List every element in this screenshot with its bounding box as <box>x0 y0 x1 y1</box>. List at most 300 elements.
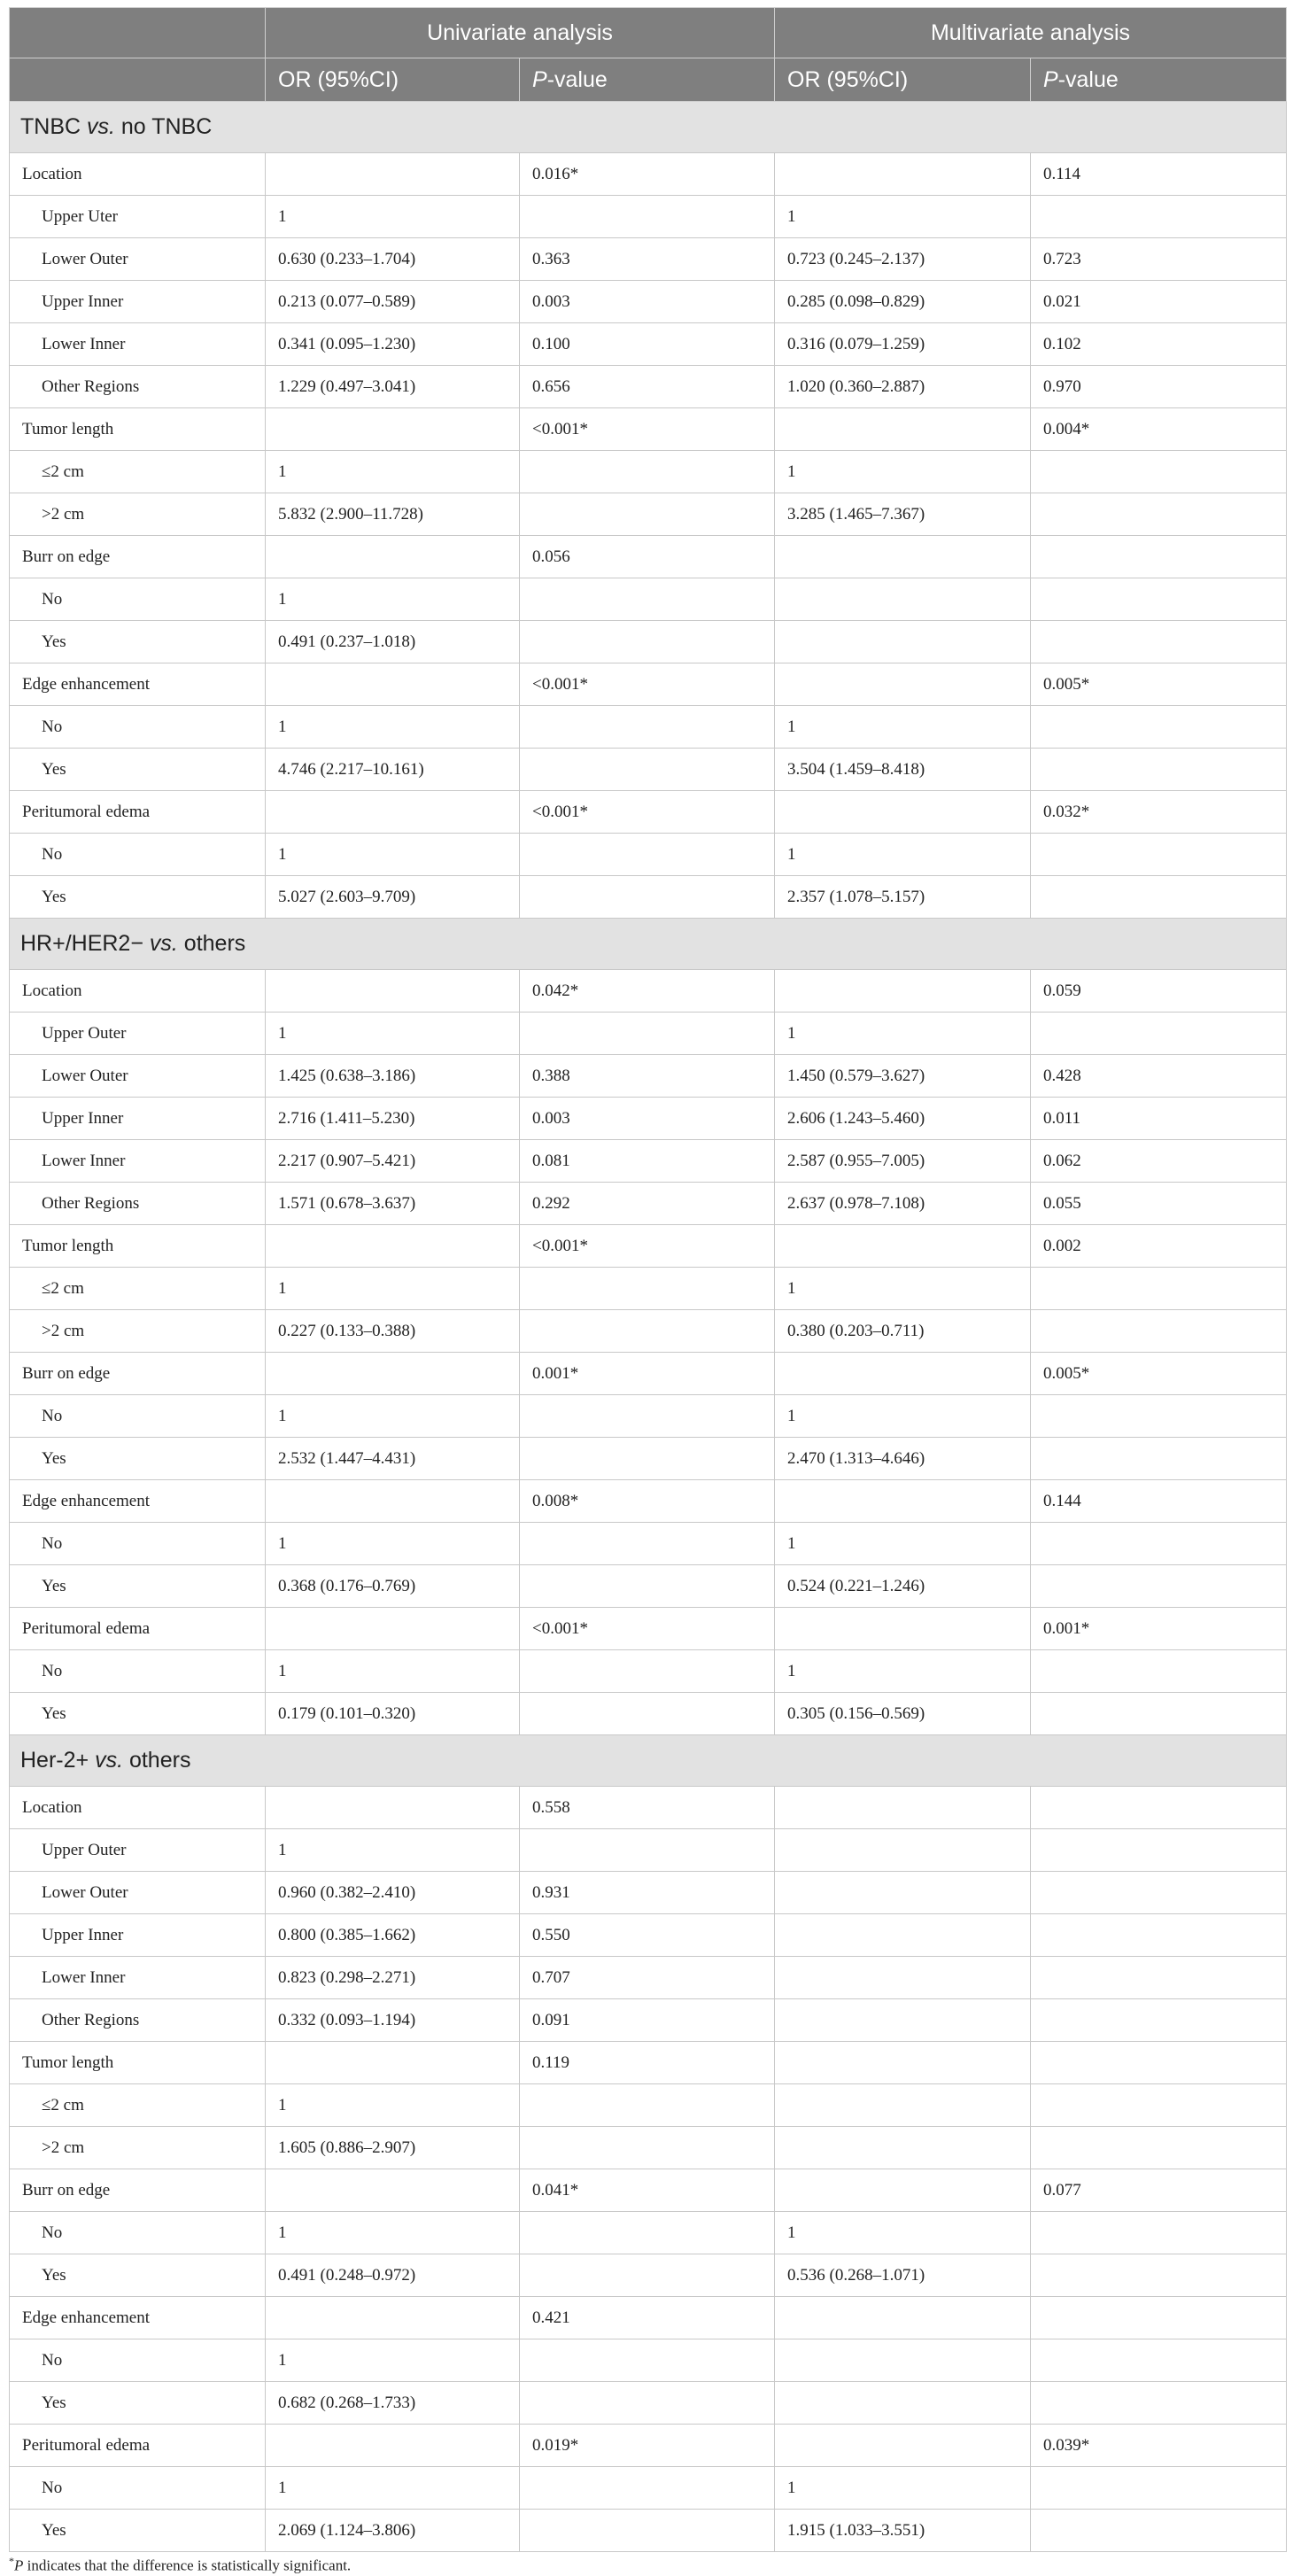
univariate-or-cell <box>266 2425 520 2467</box>
univariate-or-cell: 1 <box>266 1650 520 1693</box>
variable-cell: No <box>10 706 266 749</box>
table-row <box>10 536 1287 578</box>
multivariate-p-cell <box>1031 1872 1287 1914</box>
variable-cell: Burr on edge <box>10 1353 266 1395</box>
univariate-p-cell: 0.041* <box>520 2169 775 2212</box>
univariate-p-cell <box>520 1013 775 1055</box>
header-multivariate-p <box>1031 58 1287 102</box>
univariate-or-cell: 1 <box>266 196 520 238</box>
variable-cell: Location <box>10 153 266 196</box>
univariate-p-cell <box>520 2254 775 2297</box>
multivariate-p-cell: 0.001* <box>1031 1608 1287 1650</box>
variable-cell: Yes <box>10 749 266 791</box>
variable-cell: Yes <box>10 621 266 663</box>
variable-cell: Yes <box>10 1438 266 1480</box>
table-row <box>10 621 1287 663</box>
multivariate-or-cell <box>775 408 1031 451</box>
table-row <box>10 1268 1287 1310</box>
multivariate-p-cell <box>1031 2297 1287 2339</box>
univariate-p-cell <box>520 1438 775 1480</box>
univariate-p-cell <box>520 1268 775 1310</box>
variable-cell: No <box>10 2212 266 2254</box>
multivariate-p-cell <box>1031 493 1287 536</box>
univariate-or-cell: 0.491 (0.248–0.972) <box>266 2254 520 2297</box>
logistic-regression-table <box>9 7 1287 2552</box>
multivariate-or-cell <box>775 1914 1031 1957</box>
univariate-or-cell <box>266 1480 520 1523</box>
univariate-or-cell: 5.832 (2.900–11.728) <box>266 493 520 536</box>
univariate-or-cell: 1 <box>266 1268 520 1310</box>
univariate-p-cell: 0.292 <box>520 1183 775 1225</box>
table-row <box>10 2212 1287 2254</box>
univariate-p-cell <box>520 2127 775 2169</box>
univariate-p-cell <box>520 1310 775 1353</box>
multivariate-p-cell <box>1031 2510 1287 2552</box>
multivariate-p-cell <box>1031 1999 1287 2042</box>
variable-cell: Tumor length <box>10 408 266 451</box>
header-row-columns <box>10 58 1287 102</box>
univariate-p-cell: 0.008* <box>520 1480 775 1523</box>
multivariate-or-cell: 1 <box>775 706 1031 749</box>
univariate-or-cell: 4.746 (2.217–10.161) <box>266 749 520 791</box>
table-row <box>10 1225 1287 1268</box>
multivariate-or-cell <box>775 1480 1031 1523</box>
header-multivariate: Multivariate analysis <box>775 8 1287 58</box>
univariate-or-cell: 0.800 (0.385–1.662) <box>266 1914 520 1957</box>
univariate-p-cell: <0.001* <box>520 408 775 451</box>
univariate-or-cell: 2.217 (0.907–5.421) <box>266 1140 520 1183</box>
table-row <box>10 578 1287 621</box>
table-row <box>10 2254 1287 2297</box>
table-row <box>10 1787 1287 1829</box>
univariate-p-cell: 0.363 <box>520 238 775 281</box>
multivariate-p-cell <box>1031 1787 1287 1829</box>
multivariate-or-cell <box>775 153 1031 196</box>
multivariate-or-cell: 1.450 (0.579–3.627) <box>775 1055 1031 1098</box>
multivariate-or-cell <box>775 1608 1031 1650</box>
section-title-part: vs. <box>87 114 115 139</box>
multivariate-p-cell: 0.114 <box>1031 153 1287 196</box>
univariate-or-cell <box>266 153 520 196</box>
multivariate-p-cell <box>1031 1914 1287 1957</box>
section-title-part: HR+/HER2− <box>20 931 150 956</box>
multivariate-or-cell <box>775 2425 1031 2467</box>
univariate-or-cell: 1.229 (0.497–3.041) <box>266 366 520 408</box>
multivariate-or-cell: 0.723 (0.245–2.137) <box>775 238 1031 281</box>
table-row <box>10 2339 1287 2382</box>
variable-cell: No <box>10 1523 266 1565</box>
table-row <box>10 706 1287 749</box>
table-row <box>10 1013 1287 1055</box>
variable-cell: No <box>10 578 266 621</box>
univariate-p-cell <box>520 2510 775 2552</box>
header-row-groups <box>10 8 1287 58</box>
variable-cell: Yes <box>10 2254 266 2297</box>
variable-cell: ≤2 cm <box>10 2084 266 2127</box>
section-title-part: vs. <box>95 1748 124 1773</box>
variable-cell: Lower Inner <box>10 1957 266 1999</box>
univariate-or-cell: 2.069 (1.124–3.806) <box>266 2510 520 2552</box>
multivariate-or-cell: 0.316 (0.079–1.259) <box>775 323 1031 366</box>
multivariate-p-cell <box>1031 2339 1287 2382</box>
header-univariate-p <box>520 58 775 102</box>
table-row <box>10 2042 1287 2084</box>
univariate-or-cell: 2.716 (1.411–5.230) <box>266 1098 520 1140</box>
multivariate-or-cell <box>775 1829 1031 1872</box>
p-suffix: -value <box>1057 66 1119 92</box>
section-header-row <box>10 1735 1287 1787</box>
variable-cell: Edge enhancement <box>10 663 266 706</box>
table-row <box>10 663 1287 706</box>
table-row <box>10 1438 1287 1480</box>
multivariate-or-cell: 1 <box>775 1268 1031 1310</box>
table-row <box>10 2084 1287 2127</box>
univariate-p-cell: 0.421 <box>520 2297 775 2339</box>
section-title <box>10 919 1287 970</box>
variable-cell: Other Regions <box>10 1183 266 1225</box>
univariate-p-cell <box>520 2084 775 2127</box>
multivariate-p-cell <box>1031 2467 1287 2510</box>
variable-cell: Lower Inner <box>10 323 266 366</box>
univariate-p-cell: <0.001* <box>520 1608 775 1650</box>
multivariate-p-cell: 0.005* <box>1031 1353 1287 1395</box>
univariate-p-cell: 0.119 <box>520 2042 775 2084</box>
univariate-or-cell: 1 <box>266 834 520 876</box>
variable-cell: Yes <box>10 2510 266 2552</box>
multivariate-p-cell <box>1031 1957 1287 1999</box>
univariate-or-cell: 1 <box>266 1523 520 1565</box>
multivariate-p-cell <box>1031 1395 1287 1438</box>
univariate-p-cell: 0.003 <box>520 1098 775 1140</box>
table-row <box>10 2467 1287 2510</box>
table-row <box>10 1480 1287 1523</box>
multivariate-p-cell <box>1031 834 1287 876</box>
multivariate-p-cell <box>1031 1565 1287 1608</box>
multivariate-p-cell <box>1031 2127 1287 2169</box>
multivariate-or-cell <box>775 1225 1031 1268</box>
table-row <box>10 1098 1287 1140</box>
multivariate-p-cell: 0.004* <box>1031 408 1287 451</box>
results-table-container <box>9 7 1286 2552</box>
table-row <box>10 791 1287 834</box>
multivariate-p-cell <box>1031 1268 1287 1310</box>
variable-cell: Lower Outer <box>10 238 266 281</box>
univariate-or-cell: 1 <box>266 578 520 621</box>
table-row <box>10 1353 1287 1395</box>
univariate-or-cell <box>266 970 520 1013</box>
multivariate-p-cell: 0.102 <box>1031 323 1287 366</box>
univariate-p-cell: 0.001* <box>520 1353 775 1395</box>
multivariate-or-cell: 2.470 (1.313–4.646) <box>775 1438 1031 1480</box>
multivariate-or-cell <box>775 1957 1031 1999</box>
variable-cell: >2 cm <box>10 1310 266 1353</box>
table-row <box>10 2382 1287 2425</box>
multivariate-p-cell <box>1031 2254 1287 2297</box>
univariate-p-cell: <0.001* <box>520 1225 775 1268</box>
multivariate-or-cell <box>775 2339 1031 2382</box>
variable-cell: Peritumoral edema <box>10 2425 266 2467</box>
multivariate-p-cell <box>1031 2042 1287 2084</box>
table-header <box>10 8 1287 102</box>
multivariate-or-cell <box>775 1787 1031 1829</box>
section-title-part: others <box>177 931 246 956</box>
multivariate-or-cell: 3.285 (1.465–7.367) <box>775 493 1031 536</box>
multivariate-or-cell <box>775 791 1031 834</box>
header-univariate: Univariate analysis <box>266 8 775 58</box>
multivariate-p-cell: 0.039* <box>1031 2425 1287 2467</box>
table-row <box>10 493 1287 536</box>
univariate-p-cell <box>520 834 775 876</box>
variable-cell: >2 cm <box>10 2127 266 2169</box>
table-row <box>10 1055 1287 1098</box>
multivariate-or-cell: 0.524 (0.221–1.246) <box>775 1565 1031 1608</box>
multivariate-or-cell: 0.536 (0.268–1.071) <box>775 2254 1031 2297</box>
univariate-p-cell: 0.091 <box>520 1999 775 2042</box>
multivariate-p-cell: 0.077 <box>1031 2169 1287 2212</box>
multivariate-p-cell: 0.011 <box>1031 1098 1287 1140</box>
variable-cell: Peritumoral edema <box>10 1608 266 1650</box>
table-row <box>10 281 1287 323</box>
univariate-or-cell: 0.227 (0.133–0.388) <box>266 1310 520 1353</box>
footnote <box>9 2555 351 2575</box>
univariate-or-cell: 0.179 (0.101–0.320) <box>266 1693 520 1735</box>
section-title-part: vs. <box>149 931 178 956</box>
multivariate-or-cell <box>775 2169 1031 2212</box>
table-row <box>10 970 1287 1013</box>
table-row <box>10 1914 1287 1957</box>
variable-cell: Upper Inner <box>10 1914 266 1957</box>
multivariate-p-cell <box>1031 621 1287 663</box>
univariate-p-cell <box>520 1395 775 1438</box>
multivariate-or-cell: 0.305 (0.156–0.569) <box>775 1693 1031 1735</box>
multivariate-or-cell: 0.380 (0.203–0.711) <box>775 1310 1031 1353</box>
univariate-or-cell: 1 <box>266 2084 520 2127</box>
variable-cell: ≤2 cm <box>10 1268 266 1310</box>
univariate-or-cell <box>266 536 520 578</box>
multivariate-p-cell: 0.002 <box>1031 1225 1287 1268</box>
multivariate-or-cell: 1 <box>775 2467 1031 2510</box>
table-row <box>10 2425 1287 2467</box>
section-title-part: Her-2+ <box>20 1748 96 1773</box>
multivariate-p-cell <box>1031 2084 1287 2127</box>
multivariate-p-cell <box>1031 1650 1287 1693</box>
multivariate-p-cell <box>1031 2382 1287 2425</box>
variable-cell: Other Regions <box>10 366 266 408</box>
table-row <box>10 451 1287 493</box>
variable-cell: No <box>10 2467 266 2510</box>
univariate-p-cell <box>520 2339 775 2382</box>
table-row <box>10 1693 1287 1735</box>
univariate-or-cell: 0.491 (0.237–1.018) <box>266 621 520 663</box>
multivariate-p-cell <box>1031 706 1287 749</box>
univariate-p-cell: 0.081 <box>520 1140 775 1183</box>
variable-cell: Other Regions <box>10 1999 266 2042</box>
multivariate-or-cell <box>775 2084 1031 2127</box>
univariate-p-cell: 0.056 <box>520 536 775 578</box>
variable-cell: ≤2 cm <box>10 451 266 493</box>
univariate-or-cell <box>266 1608 520 1650</box>
section-title-part: others <box>123 1748 191 1773</box>
table-row <box>10 2127 1287 2169</box>
variable-cell: Yes <box>10 2382 266 2425</box>
univariate-p-cell <box>520 493 775 536</box>
univariate-p-cell: <0.001* <box>520 663 775 706</box>
variable-cell: Upper Inner <box>10 1098 266 1140</box>
multivariate-p-cell: 0.723 <box>1031 238 1287 281</box>
multivariate-p-cell <box>1031 1693 1287 1735</box>
multivariate-p-cell <box>1031 536 1287 578</box>
multivariate-or-cell <box>775 970 1031 1013</box>
section-title-part: no TNBC <box>114 114 213 139</box>
multivariate-or-cell: 2.587 (0.955–7.005) <box>775 1140 1031 1183</box>
variable-cell: Upper Outer <box>10 1829 266 1872</box>
table-row <box>10 2169 1287 2212</box>
table-row <box>10 2510 1287 2552</box>
univariate-p-cell <box>520 1523 775 1565</box>
multivariate-p-cell <box>1031 1013 1287 1055</box>
table-body <box>10 102 1287 2552</box>
univariate-p-cell: 0.016* <box>520 153 775 196</box>
table-row <box>10 1608 1287 1650</box>
section-header-row <box>10 102 1287 153</box>
univariate-p-cell <box>520 1565 775 1608</box>
footnote-p: P <box>14 2557 24 2574</box>
variable-cell: Burr on edge <box>10 2169 266 2212</box>
univariate-or-cell: 1.605 (0.886–2.907) <box>266 2127 520 2169</box>
variable-cell: Edge enhancement <box>10 1480 266 1523</box>
multivariate-p-cell <box>1031 876 1287 919</box>
variable-cell: Burr on edge <box>10 536 266 578</box>
univariate-p-cell: 0.003 <box>520 281 775 323</box>
header-blank-cell <box>10 8 266 58</box>
multivariate-p-cell <box>1031 1829 1287 1872</box>
table-row <box>10 749 1287 791</box>
multivariate-p-cell <box>1031 2212 1287 2254</box>
multivariate-or-cell <box>775 621 1031 663</box>
univariate-or-cell: 2.532 (1.447–4.431) <box>266 1438 520 1480</box>
variable-cell: Yes <box>10 1693 266 1735</box>
univariate-p-cell: <0.001* <box>520 791 775 834</box>
table-row <box>10 1140 1287 1183</box>
multivariate-p-cell <box>1031 196 1287 238</box>
univariate-or-cell: 1.425 (0.638–3.186) <box>266 1055 520 1098</box>
univariate-or-cell <box>266 408 520 451</box>
univariate-or-cell: 0.213 (0.077–0.589) <box>266 281 520 323</box>
variable-cell: Tumor length <box>10 1225 266 1268</box>
univariate-or-cell: 1 <box>266 1395 520 1438</box>
table-row <box>10 196 1287 238</box>
table-row <box>10 408 1287 451</box>
table-row <box>10 876 1287 919</box>
variable-cell: Lower Outer <box>10 1055 266 1098</box>
table-row <box>10 1183 1287 1225</box>
multivariate-or-cell: 1 <box>775 1650 1031 1693</box>
table-row <box>10 1565 1287 1608</box>
univariate-or-cell: 0.682 (0.268–1.733) <box>266 2382 520 2425</box>
multivariate-or-cell <box>775 1353 1031 1395</box>
table-row <box>10 1395 1287 1438</box>
univariate-p-cell: 0.100 <box>520 323 775 366</box>
univariate-or-cell: 1 <box>266 2212 520 2254</box>
univariate-p-cell: 0.042* <box>520 970 775 1013</box>
univariate-p-cell <box>520 2467 775 2510</box>
variable-cell: Yes <box>10 1565 266 1608</box>
table-row <box>10 153 1287 196</box>
univariate-p-cell <box>520 2212 775 2254</box>
univariate-or-cell <box>266 663 520 706</box>
multivariate-or-cell: 3.504 (1.459–8.418) <box>775 749 1031 791</box>
section-header-row <box>10 919 1287 970</box>
table-row <box>10 1999 1287 2042</box>
table-row <box>10 1872 1287 1914</box>
variable-cell: Upper Uter <box>10 196 266 238</box>
univariate-or-cell: 0.823 (0.298–2.271) <box>266 1957 520 1999</box>
section-title <box>10 102 1287 153</box>
multivariate-or-cell: 1 <box>775 1523 1031 1565</box>
univariate-or-cell <box>266 2297 520 2339</box>
multivariate-or-cell: 2.637 (0.978–7.108) <box>775 1183 1031 1225</box>
table-row <box>10 366 1287 408</box>
table-row <box>10 2297 1287 2339</box>
section-title-part: TNBC <box>20 114 87 139</box>
multivariate-or-cell: 1 <box>775 451 1031 493</box>
multivariate-or-cell: 1 <box>775 196 1031 238</box>
univariate-or-cell: 0.630 (0.233–1.704) <box>266 238 520 281</box>
variable-cell: Peritumoral edema <box>10 791 266 834</box>
variable-cell: Lower Outer <box>10 1872 266 1914</box>
multivariate-p-cell: 0.055 <box>1031 1183 1287 1225</box>
multivariate-p-cell: 0.021 <box>1031 281 1287 323</box>
univariate-p-cell <box>520 1829 775 1872</box>
univariate-p-cell: 0.550 <box>520 1914 775 1957</box>
variable-cell: Tumor length <box>10 2042 266 2084</box>
variable-cell: No <box>10 1395 266 1438</box>
multivariate-or-cell <box>775 663 1031 706</box>
multivariate-or-cell: 1 <box>775 834 1031 876</box>
univariate-or-cell: 1 <box>266 706 520 749</box>
univariate-p-cell <box>520 749 775 791</box>
univariate-p-cell: 0.388 <box>520 1055 775 1098</box>
section-title <box>10 1735 1287 1787</box>
multivariate-or-cell <box>775 1999 1031 2042</box>
univariate-p-cell <box>520 196 775 238</box>
univariate-or-cell: 1 <box>266 2467 520 2510</box>
multivariate-or-cell <box>775 2382 1031 2425</box>
multivariate-p-cell <box>1031 451 1287 493</box>
multivariate-or-cell: 2.357 (1.078–5.157) <box>775 876 1031 919</box>
univariate-or-cell: 5.027 (2.603–9.709) <box>266 876 520 919</box>
univariate-or-cell: 0.341 (0.095–1.230) <box>266 323 520 366</box>
table-row <box>10 238 1287 281</box>
multivariate-p-cell <box>1031 1438 1287 1480</box>
univariate-p-cell <box>520 1650 775 1693</box>
univariate-or-cell: 1 <box>266 1013 520 1055</box>
multivariate-or-cell: 1 <box>775 1013 1031 1055</box>
variable-cell: Location <box>10 970 266 1013</box>
table-row <box>10 1957 1287 1999</box>
multivariate-p-cell: 0.059 <box>1031 970 1287 1013</box>
variable-cell: Edge enhancement <box>10 2297 266 2339</box>
univariate-or-cell <box>266 1787 520 1829</box>
multivariate-p-cell <box>1031 749 1287 791</box>
multivariate-or-cell <box>775 1872 1031 1914</box>
footnote-mark: * <box>9 2555 14 2567</box>
table-row <box>10 323 1287 366</box>
univariate-or-cell: 1 <box>266 2339 520 2382</box>
univariate-or-cell: 0.960 (0.382–2.410) <box>266 1872 520 1914</box>
header-blank-cell <box>10 58 266 102</box>
multivariate-or-cell: 1 <box>775 1395 1031 1438</box>
